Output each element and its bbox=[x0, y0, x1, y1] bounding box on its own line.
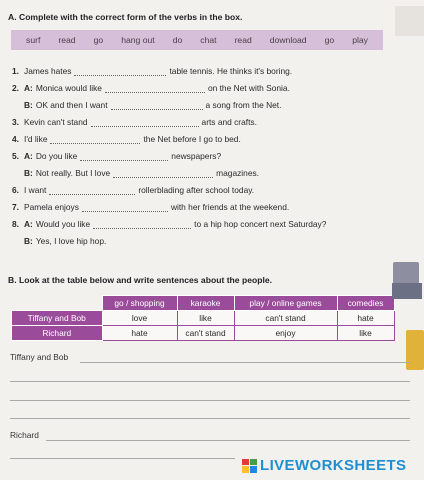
table-header-cell: play / online games bbox=[234, 296, 337, 311]
exercise-item-3 bbox=[12, 117, 257, 127]
table-cell: love bbox=[102, 311, 177, 326]
word-box-item: read bbox=[58, 35, 76, 45]
table-row bbox=[12, 326, 395, 341]
item-text-pre: Do you like bbox=[35, 151, 78, 161]
exercise-item-6 bbox=[12, 185, 254, 195]
word-box-item: do bbox=[172, 35, 183, 45]
word-box-item: download bbox=[269, 35, 307, 45]
word-box-item: go bbox=[324, 35, 335, 45]
exercise-item-2b bbox=[24, 100, 281, 110]
speaker-label: A: bbox=[24, 151, 33, 161]
writing-line[interactable] bbox=[10, 458, 235, 459]
table-header-row bbox=[12, 296, 395, 311]
speaker-label: B: bbox=[24, 236, 33, 246]
answer-blank[interactable] bbox=[105, 84, 205, 93]
item-number: 2. bbox=[12, 83, 19, 93]
section-b-title: B. Look at the table below and write sentences about the people. bbox=[8, 275, 273, 285]
item-number: 8. bbox=[12, 219, 19, 229]
table-cell: hate bbox=[337, 311, 394, 326]
background-print bbox=[395, 6, 424, 36]
speaker-label: B: bbox=[24, 100, 33, 110]
table-header-cell: go / shopping bbox=[102, 296, 177, 311]
speaker-label: A: bbox=[24, 219, 33, 229]
writing-line[interactable] bbox=[10, 418, 410, 419]
word-box-item: play bbox=[352, 35, 368, 45]
word-box-item: surf bbox=[26, 35, 41, 45]
table-header-cell: comedies bbox=[337, 296, 394, 311]
table-cell: like bbox=[337, 326, 394, 341]
section-a-title: A. Complete with the correct form of the verbs in the box. bbox=[8, 12, 243, 22]
item-number: 6. bbox=[12, 185, 19, 195]
answer-blank[interactable] bbox=[49, 186, 135, 195]
item-number: 4. bbox=[12, 134, 19, 144]
item-text-post: newspapers? bbox=[171, 151, 222, 161]
item-text-pre: OK and then I want bbox=[35, 100, 108, 110]
writing-line[interactable] bbox=[10, 381, 410, 382]
table-row bbox=[12, 311, 395, 326]
table-row-header: Richard bbox=[12, 326, 103, 341]
exercise-item-5b bbox=[24, 168, 259, 178]
item-number: 3. bbox=[12, 117, 19, 127]
item-text-pre: Would you like bbox=[35, 219, 91, 229]
item-text-pre: Yes, I love hip hop. bbox=[35, 236, 107, 246]
answer-blank[interactable] bbox=[82, 203, 168, 212]
answer-blank[interactable] bbox=[113, 169, 213, 178]
item-text-pre: Monica would like bbox=[35, 83, 102, 93]
item-text-pre: Not really. But I love bbox=[35, 168, 111, 178]
item-text-post: table tennis. He thinks it's boring. bbox=[169, 66, 293, 76]
table-cell: can't stand bbox=[177, 326, 234, 341]
word-box-item: chat bbox=[200, 35, 217, 45]
item-text-post: to a hip hop concert next Saturday? bbox=[194, 219, 327, 229]
keyboard-image bbox=[392, 283, 422, 299]
exercise-item-2 bbox=[12, 83, 290, 93]
answer-blank[interactable] bbox=[74, 67, 166, 76]
item-text-post: arts and crafts. bbox=[201, 117, 257, 127]
answer-blank[interactable] bbox=[50, 135, 140, 144]
item-number: 7. bbox=[12, 202, 19, 212]
table-cell: hate bbox=[102, 326, 177, 341]
exercise-item-8b bbox=[24, 236, 106, 246]
exercise-item-1 bbox=[12, 66, 292, 76]
item-text-post: with her friends at the weekend. bbox=[170, 202, 290, 212]
exercise-item-5 bbox=[12, 151, 221, 161]
item-number: 5. bbox=[12, 151, 19, 161]
item-text-post: a song from the Net. bbox=[205, 100, 282, 110]
answer-blank[interactable] bbox=[93, 220, 191, 229]
table-row-header: Tiffany and Bob bbox=[12, 311, 103, 326]
table-header-cell: karaoke bbox=[177, 296, 234, 311]
liveworksheets-logo bbox=[242, 457, 406, 474]
item-text-post: magazines. bbox=[216, 168, 259, 178]
writing-label-richard: Richard bbox=[10, 430, 39, 440]
writing-line[interactable] bbox=[46, 440, 410, 441]
item-text-pre: I want bbox=[24, 185, 47, 195]
table-cell: enjoy bbox=[234, 326, 337, 341]
word-box bbox=[11, 30, 383, 50]
preferences-table bbox=[11, 295, 395, 341]
answer-blank[interactable] bbox=[80, 152, 168, 161]
item-text-post: the Net before I go to bed. bbox=[143, 134, 241, 144]
table-cell: like bbox=[177, 311, 234, 326]
answer-blank[interactable] bbox=[91, 118, 199, 127]
decorative-image bbox=[406, 330, 424, 370]
word-box-item: read bbox=[234, 35, 252, 45]
table-corner bbox=[12, 296, 103, 311]
item-text-post: rollerblading after school today. bbox=[138, 185, 255, 195]
item-number: 1. bbox=[12, 66, 19, 76]
answer-blank[interactable] bbox=[111, 101, 203, 110]
table-cell: can't stand bbox=[234, 311, 337, 326]
exercise-item-7 bbox=[12, 202, 289, 212]
laptop-image bbox=[393, 262, 419, 284]
item-text-post: on the Net with Sonia. bbox=[207, 83, 290, 93]
exercise-item-8 bbox=[12, 219, 326, 229]
item-text-pre: James hates bbox=[24, 66, 72, 76]
word-box-item: go bbox=[93, 35, 104, 45]
writing-line[interactable] bbox=[10, 400, 410, 401]
speaker-label: A: bbox=[24, 83, 33, 93]
liveworksheets-icon bbox=[242, 459, 257, 473]
brand-name: LIVEWORKSHEETS bbox=[260, 457, 407, 474]
writing-label-tiffany-bob: Tiffany and Bob bbox=[10, 352, 69, 362]
speaker-label: B: bbox=[24, 168, 33, 178]
word-box-item: hang out bbox=[121, 35, 155, 45]
item-text-pre: Pamela enjoys bbox=[24, 202, 79, 212]
item-text-pre: I'd like bbox=[24, 134, 48, 144]
exercise-item-4 bbox=[12, 134, 241, 144]
item-text-pre: Kevin can't stand bbox=[24, 117, 88, 127]
writing-line[interactable] bbox=[80, 362, 410, 363]
